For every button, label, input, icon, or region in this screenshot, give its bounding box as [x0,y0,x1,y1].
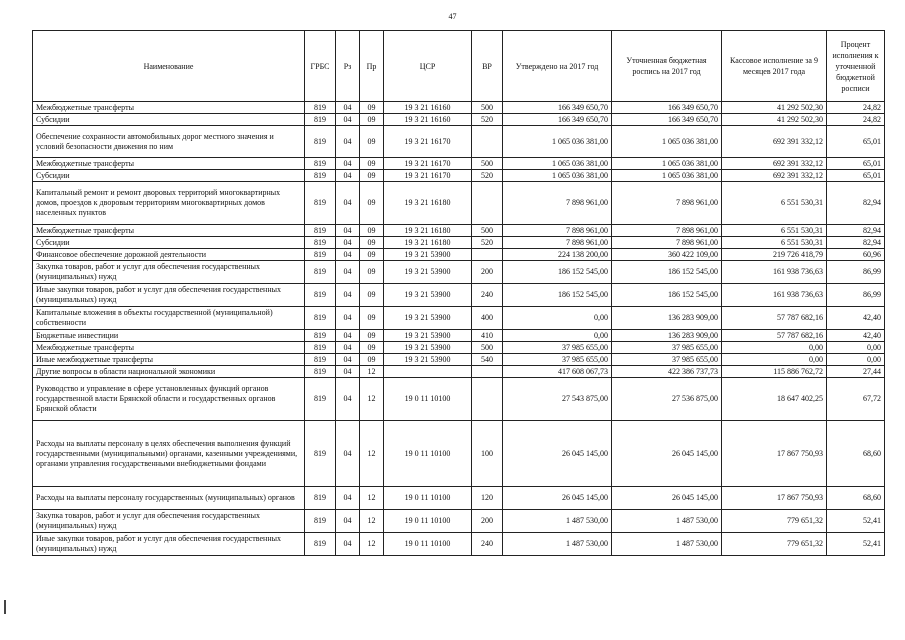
row-approved: 417 608 067,73 [503,366,612,378]
row-pr: 09 [360,182,384,225]
row-name: Обеспечение сохранности автомобильных дорог местного значения и условий безопасности движения по ним [33,126,305,158]
row-refined: 422 386 737,73 [612,366,722,378]
row-name: Иные межбюджетные трансферты [33,354,305,366]
row-refined: 1 065 036 381,00 [612,158,722,170]
table-row [33,533,885,556]
row-approved: 26 045 145,00 [503,487,612,510]
row-rz: 04 [336,510,360,533]
row-refined: 136 283 909,00 [612,307,722,330]
row-cash: 57 787 682,16 [722,307,827,330]
row-grbs: 819 [305,237,336,249]
header-cash: Кассовое исполнение за 9 месяцев 2017 года [722,31,827,102]
row-refined: 26 045 145,00 [612,421,722,487]
row-refined: 166 349 650,70 [612,114,722,126]
row-pr: 09 [360,342,384,354]
row-pr: 12 [360,487,384,510]
row-vr: 520 [472,170,503,182]
row-cash: 779 651,32 [722,510,827,533]
row-rz: 04 [336,330,360,342]
row-approved: 37 985 655,00 [503,354,612,366]
row-rz: 04 [336,102,360,114]
row-pr: 09 [360,102,384,114]
row-name: Закупка товаров, работ и услуг для обеспечения государственных (муниципальных) нужд [33,510,305,533]
row-cash: 115 886 762,72 [722,366,827,378]
row-cash: 161 938 736,63 [722,261,827,284]
row-vr [472,366,503,378]
row-approved: 1 487 530,00 [503,533,612,556]
row-csr: 19 3 21 16170 [384,126,472,158]
row-rz: 04 [336,487,360,510]
row-rz: 04 [336,114,360,126]
row-csr: 19 3 21 16180 [384,182,472,225]
row-rz: 04 [336,284,360,307]
row-rz: 04 [336,237,360,249]
row-grbs: 819 [305,366,336,378]
row-pr: 09 [360,126,384,158]
row-csr: 19 3 21 53900 [384,354,472,366]
row-csr: 19 0 11 10100 [384,510,472,533]
table-row [33,366,885,378]
row-cash: 692 391 332,12 [722,170,827,182]
row-pr: 09 [360,170,384,182]
page-number: 47 [448,12,457,21]
row-grbs: 819 [305,126,336,158]
row-percent: 67,72 [827,378,885,421]
row-cash: 692 391 332,12 [722,126,827,158]
row-name: Межбюджетные трансферты [33,102,305,114]
row-grbs: 819 [305,182,336,225]
table-row [33,114,885,126]
row-refined: 27 536 875,00 [612,378,722,421]
row-pr: 12 [360,421,384,487]
row-refined: 186 152 545,00 [612,284,722,307]
row-cash: 219 726 418,79 [722,249,827,261]
header-percent: Процент исполнения к уточненной бюджетной росписи [827,31,885,102]
row-cash: 6 551 530,31 [722,182,827,225]
row-name: Финансовое обеспечение дорожной деятельности [33,249,305,261]
row-percent: 42,40 [827,307,885,330]
row-pr: 12 [360,366,384,378]
table-row [33,307,885,330]
row-csr: 19 3 21 53900 [384,342,472,354]
row-name: Бюджетные инвестиции [33,330,305,342]
table-row [33,284,885,307]
row-vr [472,249,503,261]
row-pr: 12 [360,378,384,421]
row-grbs: 819 [305,225,336,237]
row-pr: 09 [360,225,384,237]
row-grbs: 819 [305,261,336,284]
row-cash: 41 292 502,30 [722,102,827,114]
row-vr: 400 [472,307,503,330]
table-row [33,487,885,510]
row-percent: 27,44 [827,366,885,378]
row-percent: 0,00 [827,354,885,366]
row-rz: 04 [336,421,360,487]
row-pr: 09 [360,261,384,284]
row-approved: 37 985 655,00 [503,342,612,354]
row-rz: 04 [336,225,360,237]
row-name: Капитальные вложения в объекты государственной (муниципальной) собственности [33,307,305,330]
row-percent: 68,60 [827,421,885,487]
row-rz: 04 [336,366,360,378]
header-approved: Утверждено на 2017 год [503,31,612,102]
row-rz: 04 [336,182,360,225]
row-refined: 1 487 530,00 [612,533,722,556]
table-row [33,182,885,225]
table-row [33,421,885,487]
row-cash: 0,00 [722,342,827,354]
row-cash: 41 292 502,30 [722,114,827,126]
row-refined: 1 065 036 381,00 [612,126,722,158]
row-csr: 19 3 21 16180 [384,225,472,237]
row-percent: 65,01 [827,126,885,158]
row-vr: 500 [472,158,503,170]
row-refined: 166 349 650,70 [612,102,722,114]
row-name: Иные закупки товаров, работ и услуг для обеспечения государственных (муниципальных) нужд [33,533,305,556]
row-vr: 240 [472,533,503,556]
table-row [33,342,885,354]
row-csr [384,366,472,378]
header-grbs: ГРБС [305,31,336,102]
row-name: Межбюджетные трансферты [33,158,305,170]
row-vr: 500 [472,342,503,354]
row-name: Субсидии [33,114,305,126]
row-approved: 7 898 961,00 [503,225,612,237]
row-name: Иные закупки товаров, работ и услуг для обеспечения государственных (муниципальных) нужд [33,284,305,307]
table-row [33,261,885,284]
row-approved: 27 543 875,00 [503,378,612,421]
row-rz: 04 [336,354,360,366]
row-rz: 04 [336,158,360,170]
row-csr: 19 0 11 10100 [384,487,472,510]
row-percent: 65,01 [827,170,885,182]
row-approved: 1 065 036 381,00 [503,158,612,170]
row-vr: 200 [472,510,503,533]
row-approved: 7 898 961,00 [503,237,612,249]
row-approved: 1 065 036 381,00 [503,170,612,182]
row-csr: 19 3 21 16160 [384,114,472,126]
header-rz: Рз [336,31,360,102]
header-vr: ВР [472,31,503,102]
row-grbs: 819 [305,249,336,261]
row-refined: 7 898 961,00 [612,182,722,225]
row-pr: 09 [360,158,384,170]
row-cash: 18 647 402,25 [722,378,827,421]
scan-edge-mark [4,600,6,614]
row-grbs: 819 [305,421,336,487]
row-csr: 19 0 11 10100 [384,533,472,556]
row-approved: 0,00 [503,330,612,342]
row-grbs: 819 [305,102,336,114]
table-row [33,378,885,421]
table-header-row [33,31,885,102]
row-vr: 520 [472,114,503,126]
row-vr [472,182,503,225]
row-name: Субсидии [33,237,305,249]
row-csr: 19 3 21 16180 [384,237,472,249]
row-percent: 0,00 [827,342,885,354]
header-refined: Уточненная бюджетная роспись на 2017 год [612,31,722,102]
row-name: Другие вопросы в области национальной экономики [33,366,305,378]
row-csr: 19 3 21 53900 [384,307,472,330]
row-approved: 0,00 [503,307,612,330]
row-csr: 19 3 21 16160 [384,102,472,114]
row-grbs: 819 [305,487,336,510]
row-rz: 04 [336,342,360,354]
row-percent: 82,94 [827,225,885,237]
table-row [33,510,885,533]
row-refined: 37 985 655,00 [612,354,722,366]
row-percent: 86,99 [827,261,885,284]
row-refined: 1 065 036 381,00 [612,170,722,182]
table-row [33,158,885,170]
row-refined: 1 487 530,00 [612,510,722,533]
table-row [33,354,885,366]
row-vr: 500 [472,225,503,237]
header-csr: ЦСР [384,31,472,102]
row-csr: 19 3 21 16170 [384,170,472,182]
row-csr: 19 3 21 53900 [384,284,472,307]
row-percent: 82,94 [827,182,885,225]
row-pr: 09 [360,330,384,342]
row-approved: 1 065 036 381,00 [503,126,612,158]
row-cash: 0,00 [722,354,827,366]
row-csr: 19 3 21 16170 [384,158,472,170]
row-name: Субсидии [33,170,305,182]
row-approved: 186 152 545,00 [503,261,612,284]
row-percent: 24,82 [827,114,885,126]
row-approved: 166 349 650,70 [503,114,612,126]
row-approved: 26 045 145,00 [503,421,612,487]
row-pr: 09 [360,354,384,366]
row-name: Руководство и управление в сфере установленных функций органов государственной власти Брянской области и государственных органов Брянской области [33,378,305,421]
table-row [33,330,885,342]
budget-execution-table [32,30,885,556]
row-vr: 500 [472,102,503,114]
row-csr: 19 3 21 53900 [384,249,472,261]
table-row [33,225,885,237]
row-refined: 7 898 961,00 [612,237,722,249]
row-grbs: 819 [305,354,336,366]
row-cash: 779 651,32 [722,533,827,556]
row-rz: 04 [336,533,360,556]
row-percent: 60,96 [827,249,885,261]
row-vr [472,378,503,421]
row-vr: 100 [472,421,503,487]
row-percent: 68,60 [827,487,885,510]
row-vr: 540 [472,354,503,366]
row-percent: 52,41 [827,510,885,533]
row-name: Расходы на выплаты персоналу государственных (муниципальных) органов [33,487,305,510]
row-cash: 57 787 682,16 [722,330,827,342]
row-cash: 161 938 736,63 [722,284,827,307]
row-rz: 04 [336,261,360,284]
row-grbs: 819 [305,342,336,354]
row-refined: 360 422 109,00 [612,249,722,261]
row-cash: 17 867 750,93 [722,487,827,510]
row-name: Межбюджетные трансферты [33,342,305,354]
row-csr: 19 3 21 53900 [384,261,472,284]
row-percent: 65,01 [827,158,885,170]
row-pr: 09 [360,249,384,261]
row-vr: 200 [472,261,503,284]
row-vr: 410 [472,330,503,342]
row-grbs: 819 [305,284,336,307]
row-grbs: 819 [305,114,336,126]
row-percent: 52,41 [827,533,885,556]
row-approved: 166 349 650,70 [503,102,612,114]
row-vr: 120 [472,487,503,510]
header-pr: Пр [360,31,384,102]
row-csr: 19 0 11 10100 [384,421,472,487]
row-refined: 37 985 655,00 [612,342,722,354]
row-refined: 26 045 145,00 [612,487,722,510]
row-pr: 09 [360,237,384,249]
row-grbs: 819 [305,533,336,556]
row-grbs: 819 [305,510,336,533]
row-percent: 86,99 [827,284,885,307]
row-pr: 09 [360,114,384,126]
row-approved: 1 487 530,00 [503,510,612,533]
table-row [33,126,885,158]
row-refined: 7 898 961,00 [612,225,722,237]
row-refined: 136 283 909,00 [612,330,722,342]
row-grbs: 819 [305,170,336,182]
row-grbs: 819 [305,378,336,421]
row-approved: 224 138 200,00 [503,249,612,261]
row-pr: 12 [360,510,384,533]
row-name: Расходы на выплаты персоналу в целях обеспечения выполнения функций государственными (муниципальными) органами, казенными учреждениями, органами управления государственными внебюджетными фондами [33,421,305,487]
row-rz: 04 [336,126,360,158]
row-grbs: 819 [305,307,336,330]
row-grbs: 819 [305,158,336,170]
row-csr: 19 3 21 53900 [384,330,472,342]
header-name: Наименование [33,31,305,102]
table-row [33,170,885,182]
row-name: Закупка товаров, работ и услуг для обеспечения государственных (муниципальных) нужд [33,261,305,284]
table-row [33,102,885,114]
row-rz: 04 [336,378,360,421]
row-rz: 04 [336,249,360,261]
row-rz: 04 [336,307,360,330]
row-grbs: 819 [305,330,336,342]
row-cash: 692 391 332,12 [722,158,827,170]
row-cash: 6 551 530,31 [722,237,827,249]
row-vr: 520 [472,237,503,249]
row-cash: 6 551 530,31 [722,225,827,237]
row-cash: 17 867 750,93 [722,421,827,487]
row-pr: 09 [360,284,384,307]
row-rz: 04 [336,170,360,182]
row-percent: 42,40 [827,330,885,342]
row-name: Межбюджетные трансферты [33,225,305,237]
table-row [33,237,885,249]
row-csr: 19 0 11 10100 [384,378,472,421]
row-approved: 186 152 545,00 [503,284,612,307]
row-percent: 24,82 [827,102,885,114]
row-approved: 7 898 961,00 [503,182,612,225]
row-vr [472,126,503,158]
row-percent: 82,94 [827,237,885,249]
row-name: Капитальный ремонт и ремонт дворовых территорий многоквартирных домов, проездов к дворовым территориям многоквартирных домов населенных пунктов [33,182,305,225]
row-refined: 186 152 545,00 [612,261,722,284]
row-pr: 09 [360,307,384,330]
row-vr: 240 [472,284,503,307]
table-row [33,249,885,261]
row-pr: 12 [360,533,384,556]
